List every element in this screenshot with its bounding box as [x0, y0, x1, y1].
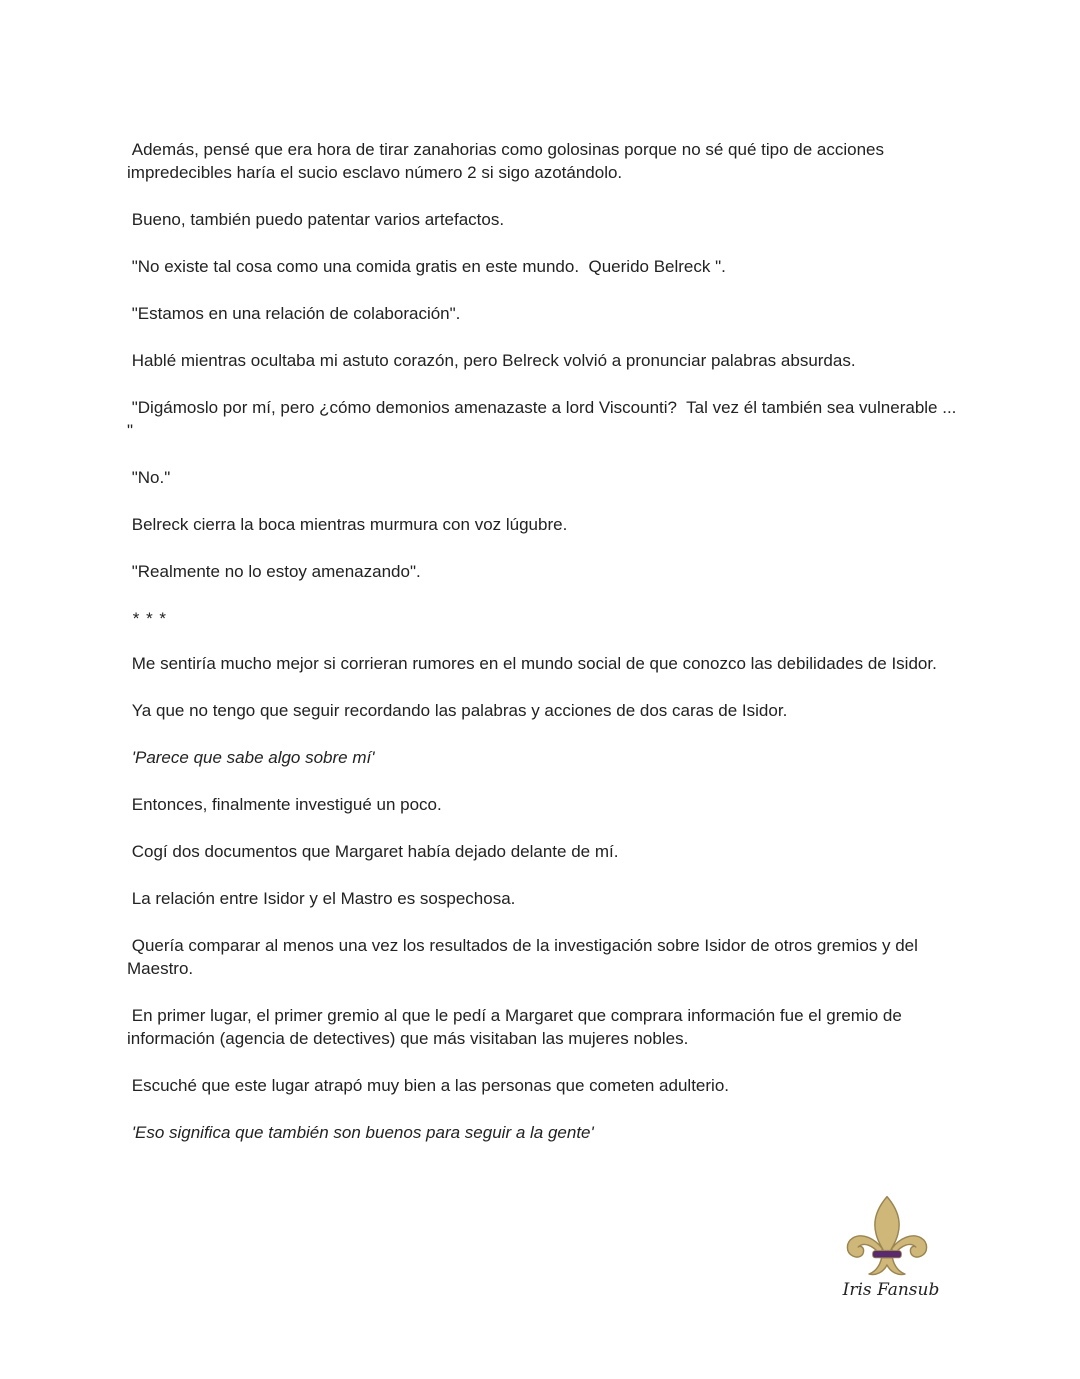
paragraph: Entonces, finalmente investigué un poco.: [127, 795, 442, 814]
paragraph: "Realmente no lo estoy amenazando".: [127, 562, 421, 581]
paragraph-thought: 'Eso significa que también son buenos para seguir a la gente': [127, 1123, 594, 1142]
paragraph: La relación entre Isidor y el Mastro es sospechosa.: [127, 889, 516, 908]
paragraph-thought: 'Parece que sabe algo sobre mí': [127, 748, 375, 767]
paragraph: "No.": [127, 468, 171, 487]
paragraph: Cogí dos documentos que Margaret había dejado delante de mí.: [127, 842, 619, 861]
watermark-text: Iris Fansub: [842, 1280, 940, 1300]
paragraph: "No existe tal cosa como una comida gratis en este mundo. Querido Belreck ".: [127, 257, 726, 276]
watermark-logo: [836, 1192, 946, 1312]
paragraph: Me sentiría mucho mejor si corrieran rumores en el mundo social de que conozco las debilidades de Isidor.: [127, 654, 937, 673]
paragraph: Quería comparar al menos una vez los resultados de la investigación sobre Isidor de otros gremios y del Maestro.: [127, 936, 923, 978]
paragraph: Bueno, también puedo patentar varios artefactos.: [127, 210, 505, 229]
document-body: [127, 138, 962, 1168]
paragraph: Ya que no tengo que seguir recordando las palabras y acciones de dos caras de Isidor.: [127, 701, 788, 720]
paragraph: Además, pensé que era hora de tirar zanahorias como golosinas porque no sé qué tipo de acciones impredecibles haría el sucio esclavo número 2 si sigo azotándolo.: [127, 140, 889, 182]
paragraph: Escuché que este lugar atrapó muy bien a las personas que cometen adulterio.: [127, 1076, 729, 1095]
paragraph: Hablé mientras ocultaba mi astuto corazón, pero Belreck volvió a pronunciar palabras absurdas.: [127, 351, 856, 370]
paragraph: Belreck cierra la boca mientras murmura con voz lúgubre.: [127, 515, 568, 534]
section-separator: * * *: [127, 609, 168, 628]
paragraph: En primer lugar, el primer gremio al que le pedí a Margaret que comprara información fue el gremio de información (agencia de detectives) que más visitaban las mujeres nobles.: [127, 1006, 907, 1048]
paragraph: "Digámoslo por mí, pero ¿cómo demonios amenazaste a lord Viscounti? Tal vez él también sea vulnerable ... ": [127, 398, 962, 440]
paragraph: "Estamos en una relación de colaboración".: [127, 304, 461, 323]
fleur-de-lis-icon: [842, 1192, 932, 1284]
